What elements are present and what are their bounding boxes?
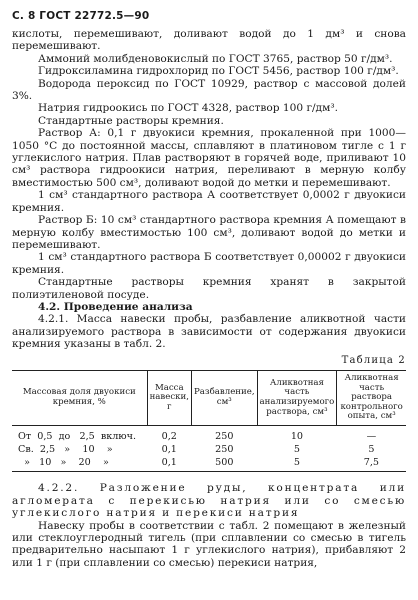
table-cell: » 10 » 20 » — [12, 457, 147, 472]
table-cell: 5 — [293, 443, 300, 455]
table-caption: Таблица 2 — [341, 354, 406, 366]
table-cell: Св. 2,5 » 10 » — [18, 443, 113, 455]
page-header: С. 8 ГОСТ 22772.5—90 — [12, 10, 150, 22]
table-cell: 0,1 — [147, 457, 191, 472]
paragraph-4-2-2-body: Навеску пробы в соответствии с табл. 2 помещают в железный или стеклоуглеродный тигель (при сплавлении со смесью в тигель предварительно насыпают 1 г углекислого натрия), прибавляют 2 или 1 г (при сплавлении со смесью) перекиси натрия, — [12, 519, 406, 569]
table-cell: 5 — [368, 443, 375, 455]
section-title: 4.2. Проведение анализа — [38, 300, 193, 313]
table-row — [12, 444, 406, 457]
data-table — [12, 370, 406, 472]
paragraph: Гидроксиламина гидрохлорид по ГОСТ 5456, раствор 100 г/дм³. — [38, 65, 399, 78]
spacer — [12, 472, 406, 482]
column-header: Масса навески, г — [147, 370, 191, 425]
column-header: Аликвотная часть раствора контрольного опыта, см³ — [337, 370, 406, 425]
paragraph: Натрия гидроокись по ГОСТ 4328, раствор 100 г/дм³. — [38, 102, 338, 115]
column-header: Разбавление, см³ — [192, 370, 258, 425]
paragraph: Стандартные растворы кремния хранят в закрытой полиэтиленовой посуде. — [12, 276, 406, 301]
table-row — [12, 425, 406, 443]
paragraph-4-2-1: 4.2.1. Масса навески пробы, разбавление аликвотной части анализируемого раствора в зависимости от содержания двуокиси кремния указаны в табл. 2. — [12, 313, 406, 351]
table-cell: 500 — [192, 457, 258, 472]
table-cell: — — [366, 430, 377, 442]
table-cell: 250 — [215, 430, 234, 442]
document-body — [12, 28, 406, 569]
paragraph: Раствор А: 0,1 г двуокиси кремния, прокаленной при 1000—1050 °С до постоянной массы, сплавляют в платиновом тигле с 1 г углекислого натрия. Плав растворяют в горячей воде, приливают 10 см³ раствора гидроокиси натрия, переливают в мерную колбу вместимостью 500 см³, доливают водой до метки и перемешивают. — [12, 127, 406, 189]
table-cell: 10 — [290, 430, 304, 442]
column-header: Массовая доля двуокиси кремния, % — [12, 370, 147, 425]
table-cell: 7,5 — [337, 457, 406, 472]
table-row — [12, 457, 406, 472]
table-cell: 250 — [215, 443, 234, 455]
paragraph: 1 см³ стандартного раствора Б соответствует 0,00002 г двуокиси кремния. — [12, 251, 406, 276]
paragraph: 1 см³ стандартного раствора А соответствует 0,0002 г двуокиси кремния. — [12, 189, 406, 214]
paragraph-4-2-2-title: 4.2.2. Разложение руды, концентрата или агломерата с перекисью натрия или со смесью углекислого натрия и перекиси натрия — [12, 482, 406, 520]
paragraph: Стандартные растворы кремния. — [38, 114, 224, 127]
table-cell: 0,1 — [161, 443, 177, 455]
table-cell: 0,2 — [161, 430, 177, 442]
table-header-row — [12, 370, 406, 425]
paragraph: кислоты, перемешивают, доливают водой до 1 дм³ и снова перемешивают. — [12, 28, 406, 53]
column-header: Аликвотная часть анализируемого раствора, см³ — [257, 370, 337, 425]
paragraph: Водорода пероксид по ГОСТ 10929, раствор с массовой долей 3%. — [12, 77, 406, 103]
table-cell: 5 — [257, 457, 337, 472]
paragraph: Раствор Б: 10 см³ стандартного раствора кремния А помещают в мерную колбу вместимостью 100 см³, доливают водой до метки и перемешивают. — [12, 214, 406, 251]
table-cell: От 0,5 до 2,5 включ. — [18, 430, 137, 442]
paragraph: Аммоний молибденовокислый по ГОСТ 3765, раствор 50 г/дм³. — [38, 52, 393, 65]
